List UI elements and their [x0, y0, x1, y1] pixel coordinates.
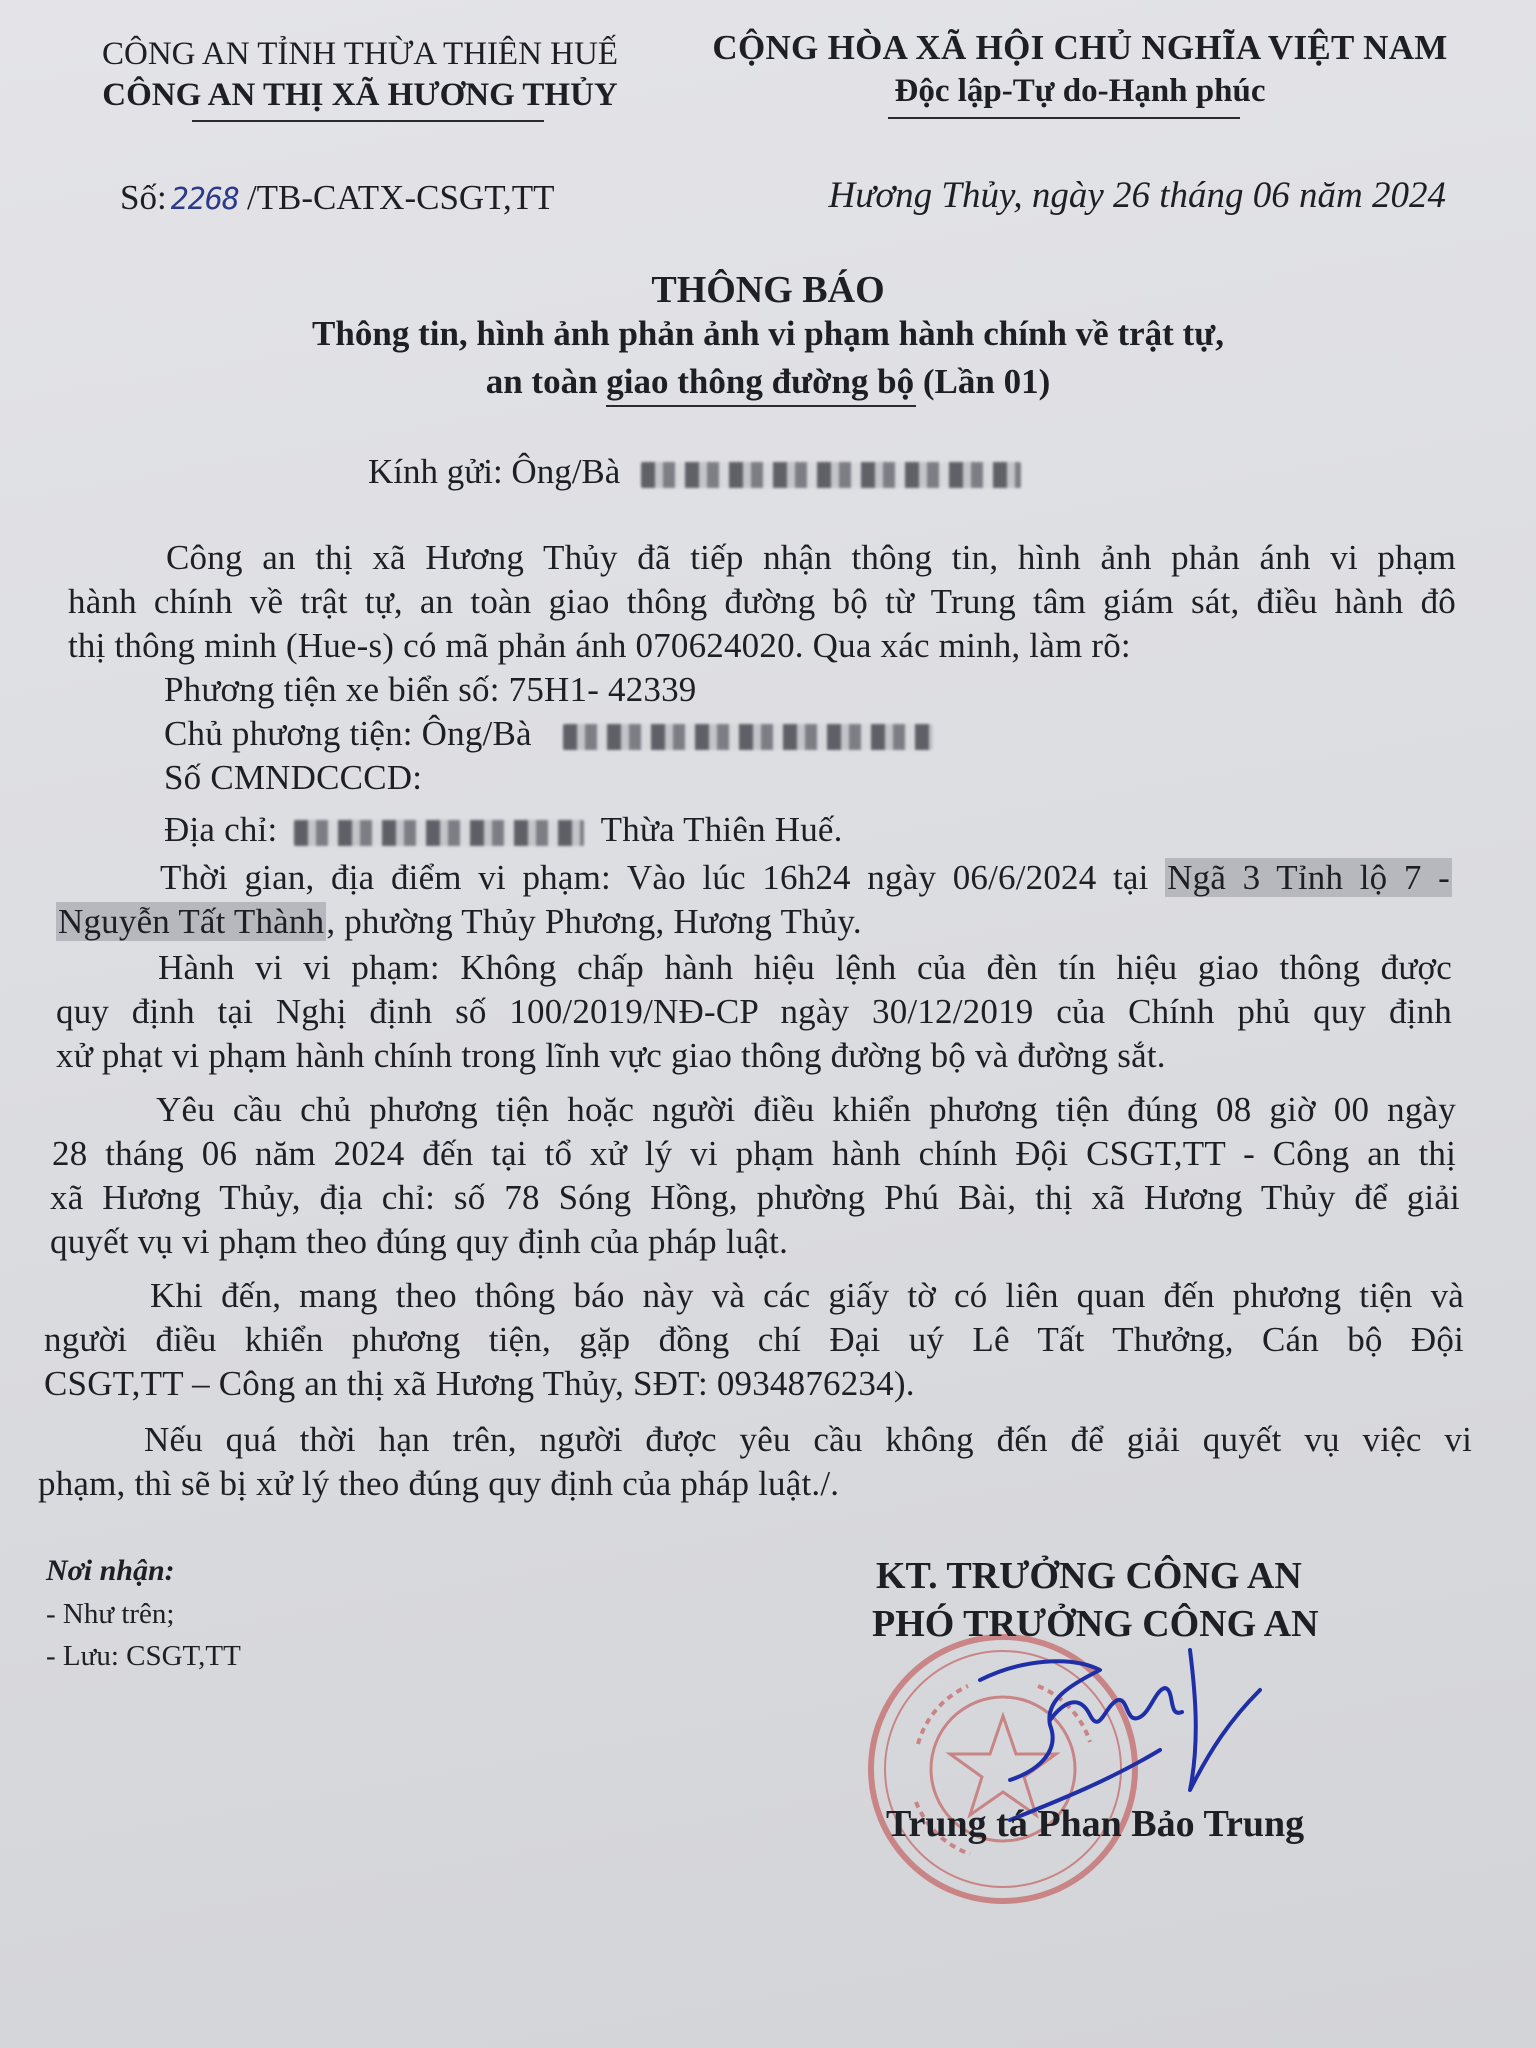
nation-name: CỘNG HÒA XÃ HỘI CHỦ NGHĨA VIỆT NAM — [712, 28, 1448, 67]
issue-date: Hương Thủy, ngày 26 tháng 06 năm 2024 — [828, 175, 1446, 216]
document-subtitle-line1: Thông tin, hình ảnh phản ảnh vi phạm hành chính về trật tự, — [312, 314, 1224, 353]
handwritten-signature-icon — [950, 1630, 1270, 1830]
body-p1-line1: Công an thị xã Hương Thủy đã tiếp nhận thông tin, hình ảnh phản ánh vi phạm — [166, 538, 1456, 577]
authority-underline — [192, 120, 544, 122]
signature-title-line2: PHÓ TRƯỞNG CÔNG AN — [872, 1603, 1319, 1645]
authority-parent: CÔNG AN TỈNH THỪA THIÊN HUẾ — [101, 36, 618, 72]
national-heading — [690, 26, 1470, 112]
behavior-line1: Hành vi vi phạm: Không chấp hành hiệu lệnh của đèn tín hiệu giao thông được — [158, 948, 1452, 987]
deadline-line2: phạm, thì sẽ bị xử lý theo đúng quy định của pháp luật./. — [38, 1464, 840, 1503]
receiver-item: - Lưu: CSGT,TT — [46, 1640, 241, 1672]
document-number — [120, 178, 555, 218]
request-line2: 28 tháng 06 năm 2024 đến tại tổ xử lý vi phạm hành chính Đội CSGT,TT - Công an thị — [52, 1134, 1456, 1173]
bring-docs-line1: Khi đến, mang theo thông báo này và các giấy tờ có liên quan đến phương tiện và — [150, 1276, 1464, 1315]
body-p1-line2: hành chính về trật tự, an toàn giao thông đường bộ từ Trung tâm giám sát, điều hành đô — [68, 582, 1456, 621]
bring-docs-line3: CSGT,TT – Công an thị xã Hương Thủy, SĐT: 0934876234). — [44, 1364, 915, 1403]
behavior-line3: xử phạt vi phạm hành chính trong lĩnh vực giao thông đường bộ và đường sắt. — [56, 1036, 1166, 1075]
request-line1: Yêu cầu chủ phương tiện hoặc người điều khiển phương tiện đúng 08 giờ 00 ngày — [156, 1090, 1456, 1129]
violation-location-highlight: Ngã 3 Tỉnh lộ 7 - — [1167, 858, 1450, 897]
recipient-line — [368, 452, 1021, 492]
issuing-authority — [40, 34, 680, 116]
request-line4: quyết vụ vi phạm theo đúng quy định của pháp luật. — [50, 1222, 789, 1261]
address-label: Địa chỉ: — [164, 810, 278, 849]
signer-name: Trung tá Phan Bảo Trung — [886, 1803, 1305, 1845]
violation-street-highlight: Nguyễn Tất Thành — [58, 902, 325, 941]
receivers-heading: Nơi nhận: — [46, 1554, 175, 1587]
request-line3: xã Hương Thủy, địa chỉ: số 78 Sóng Hồng, phường Phú Bài, thị xã Hương Thủy để giải — [50, 1178, 1460, 1217]
handwritten-number: 2268 — [170, 182, 239, 217]
document-subtitle-line2: an toàn giao thông đường bộ (Lần 01) — [485, 362, 1051, 401]
redacted-owner-name — [563, 724, 933, 750]
violation-time-line1 — [160, 856, 1452, 900]
owner-address — [164, 808, 843, 852]
document-title: THÔNG BÁO — [651, 269, 885, 311]
number-prefix: Số: — [120, 178, 167, 217]
bring-docs-line2: người điều khiển phương tiện, gặp đồng chí Đại uý Lê Tất Thưởng, Cán bộ Đội — [44, 1320, 1464, 1359]
id-number: Số CMNDCCCD: — [164, 758, 423, 797]
violation-ward: , phường Thủy Phương, Hương Thủy. — [326, 902, 862, 941]
behavior-line2: quy định tại Nghị định số 100/2019/NĐ-CP ngày 30/12/2019 của Chính phủ quy định — [56, 992, 1452, 1031]
authority-name: CÔNG AN THỊ XÃ HƯƠNG THỦY — [102, 77, 618, 113]
body-p1-line3: thị thông minh (Hue-s) có mã phản ánh 070624020. Qua xác minh, làm rõ: — [68, 626, 1131, 665]
motto-underline — [888, 117, 1240, 119]
receiver-item: - Như trên; — [46, 1598, 175, 1630]
subtitle-underline — [606, 405, 916, 407]
violation-time-text: Thời gian, địa điểm vi phạm: Vào lúc 16h24 ngày 06/6/2024 tại — [160, 858, 1149, 897]
redacted-address — [294, 820, 584, 846]
address-tail: Thừa Thiên Huế. — [600, 810, 843, 849]
vehicle-plate: Phương tiện xe biển số: 75H1- 42339 — [164, 670, 697, 709]
nation-motto: Độc lập-Tự do-Hạnh phúc — [894, 73, 1266, 109]
recipient-label: Kính gửi: Ông/Bà — [368, 452, 621, 491]
deadline-line1: Nếu quá thời hạn trên, người được yêu cầu không đến để giải quyết vụ việc vi — [144, 1420, 1472, 1459]
number-suffix: /TB-CATX-CSGT,TT — [246, 178, 555, 217]
signature-title-line1: KT. TRƯỞNG CÔNG AN — [876, 1555, 1302, 1597]
violation-time-line2 — [56, 900, 862, 944]
redacted-recipient-name — [641, 462, 1021, 488]
vehicle-owner — [164, 712, 933, 756]
owner-label: Chủ phương tiện: Ông/Bà — [164, 714, 532, 753]
